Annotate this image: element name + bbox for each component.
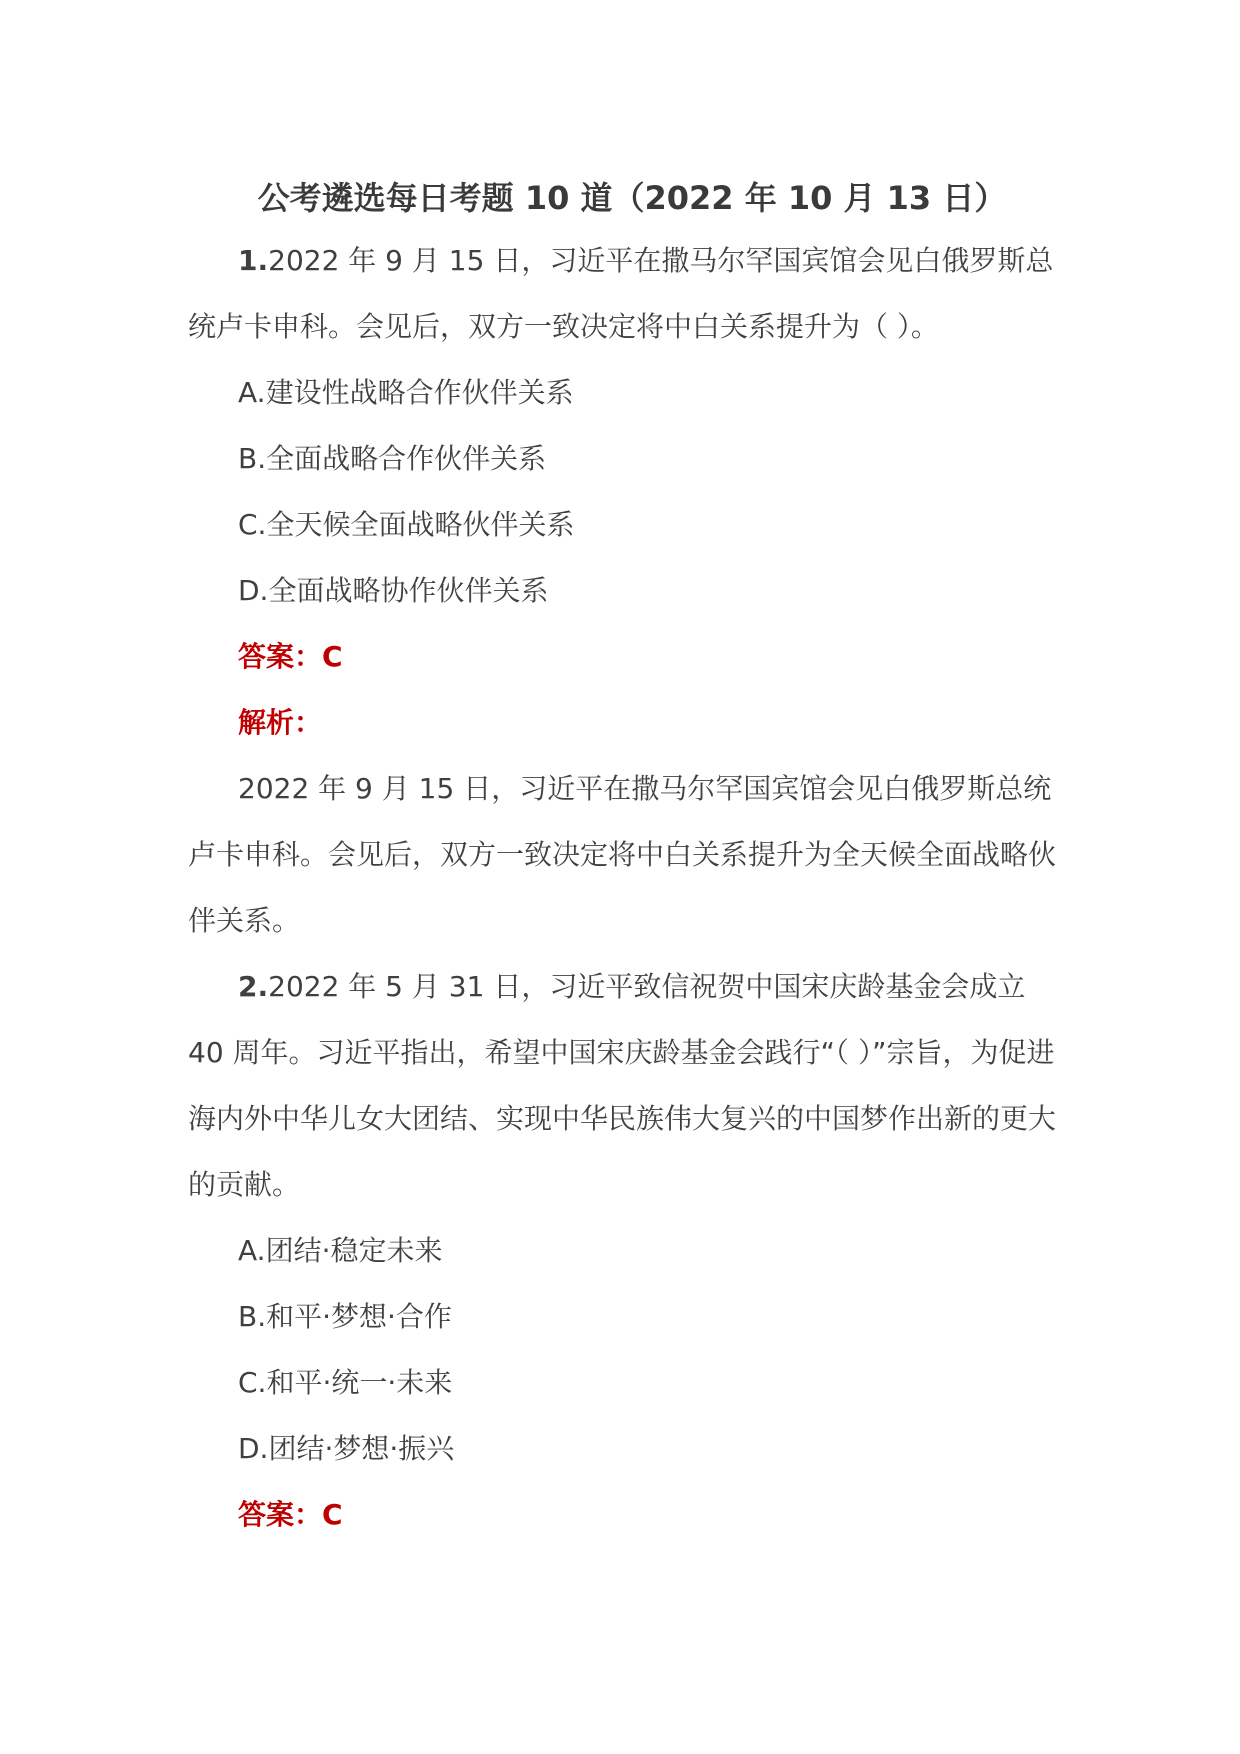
question-number: 1. <box>238 244 269 277</box>
question-2 <box>188 954 1064 1548</box>
option-b: B.全面战略合作伙伴关系 <box>238 442 547 475</box>
analysis-text: 2022 年 9 月 15 日，习近平在撒马尔罕国宾馆会见白俄罗斯总统卢卡申科。会见后，双方一致决定将中白关系提升为全天候全面战略伙伴关系。 <box>188 772 1057 937</box>
option-a: A.建设性战略合作伙伴关系 <box>238 376 574 409</box>
question-stem <box>188 954 1064 1218</box>
option-d: D.全面战略协作伙伴关系 <box>238 574 549 607</box>
option-c: C.和平·统一·未来 <box>238 1366 453 1399</box>
question-text: 2022 年 5 月 31 日，习近平致信祝贺中国宋庆龄基金会成立 40 周年。习近平指出，希望中国宋庆龄基金会践行“（ ）”宗旨，为促进海内外中华儿女大团结、实现中华民族伟大复兴的中国梦作出新的更大的贡献。 <box>188 970 1057 1201</box>
option-a: A.团结·稳定未来 <box>238 1234 443 1267</box>
option-c: C.全天候全面战略伙伴关系 <box>238 508 575 541</box>
option-b: B.和平·梦想·合作 <box>238 1300 452 1333</box>
document-page <box>188 168 1064 1548</box>
document-title: 公考遴选每日考题 10 道（2022 年 10 月 13 日） <box>257 179 1007 217</box>
question-1 <box>188 228 1064 954</box>
option-d: D.团结·梦想·振兴 <box>238 1432 455 1465</box>
question-stem <box>188 228 1064 360</box>
analysis-label: 解析： <box>238 706 323 739</box>
answer-label: 答案：C <box>238 640 343 673</box>
answer-label: 答案：C <box>238 1498 343 1531</box>
question-text: 2022 年 9 月 15 日，习近平在撒马尔罕国宾馆会见白俄罗斯总统卢卡申科。会见后，双方一致决定将中白关系提升为（ ）。 <box>188 244 1054 343</box>
question-number: 2. <box>238 970 269 1003</box>
